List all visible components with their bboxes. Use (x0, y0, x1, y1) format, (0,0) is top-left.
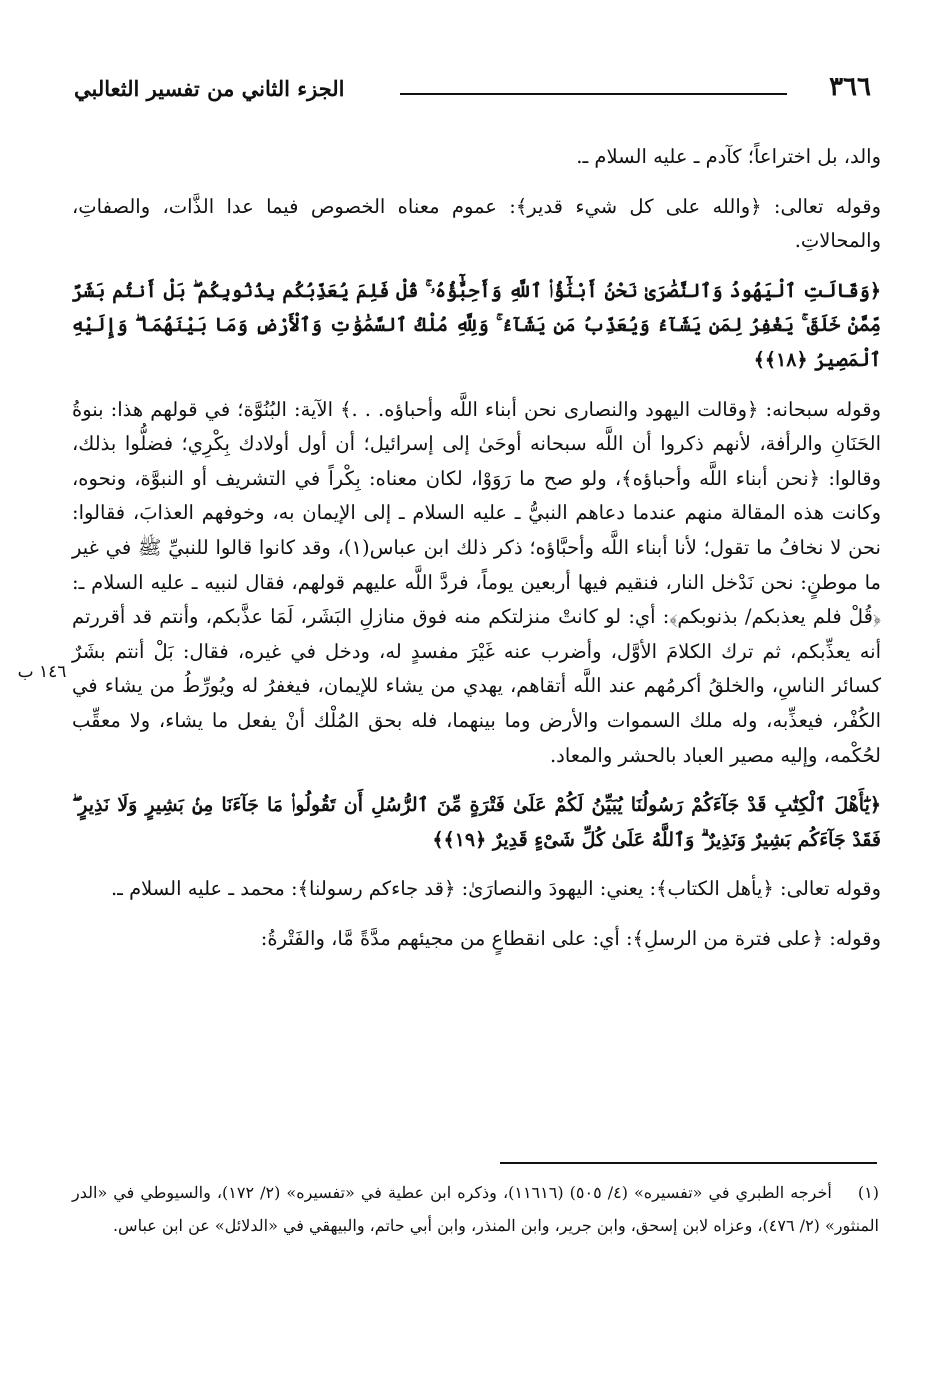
main-text (72, 140, 881, 971)
footnote (72, 1176, 879, 1242)
paragraph-commentary: وقوله سبحانه: ﴿وقالت اليهود والنصارى نحن أبناء اللَّه وأحباؤه. . .﴾ الآية: البُنُوَّة؛ في قولهم هذا: بنوةُ الحَنَانِ والرأفة، لأنهم ذكروا أن اللَّه سبحانه أوحَىٰ إلى إسرائيل؛ أن أول أولادك بِكْرِي؛ فضلُّوا بذلك، وقالوا: ﴿نحن أبناء اللَّه وأحباؤه﴾، ولو صح ما رَوَوْا، لكان معناه: بِكْراً في التشريف أو النبوَّة، ونحوه، وكانت هذه المقالة منهم عندما دعاهم النبيُّ ـ عليه السلام ـ إلى الإيمان به، وخوفهم العذابَ، فقالوا: نحن لا نخافُ ما تقول؛ لأنا أبناء اللَّه وأحبَّاؤه؛ ذكر ذلك ابن عباس(١)، وقد كانوا قالوا للنبيِّ ﷺ في غير ما موطنٍ: نحن نَدْخل النار، فنقيم فيها أربعين يوماً، فردَّ اللَّه عليهم قولهم، فقال لنبيه ـ عليه السلام ـ: ﴿قُلْ فلم يعذبكم/ بذنوبكم﴾: أي: لو كانتْ منزلتكم منه فوق منازلِ البَشَر، لَمَا عذَّبكم، وأنتم قد أقررتم أنه يعذِّبكم، ثم ترك الكلامَ الأوَّل، وأضرب عنه غَيْرَ مفسدٍ له، ودخل في غيره، فقال: بَلْ أنتم بشَرٌ كسائر الناسِ، والخلقُ أكرمُهم عند اللَّه أتقاهم، يهدي من يشاء للإيمان، فيغفرُ له ويُورِّطُ من يشاء في الكُفْر، فيعذِّبه، وله ملك السموات والأرض وما بينهما، فله بحق المُلْك أنْ يفعل ما يشاء، ولا معقِّب لحُكْمه، وإليه مصير العباد بالحشر والمعاد. (72, 397, 881, 767)
quran-verse-19: ﴿يَٰٓأَهْلَ ٱلْكِتَٰبِ قَدْ جَآءَكُمْ رَسُولُنَا يُبَيِّنُ لَكُمْ عَلَىٰ فَتْرَةٍ مِّنَ ٱلرُّسُلِ أَن تَقُولُوا۟ مَا جَآءَنَا مِنۢ بَشِيرٍ وَلَا نَذِيرٍ ۖ فَقَدْ جَآءَكُم بَشِيرٌ وَنَذِيرٌ ۗ وَٱللَّهُ عَلَىٰ كُلِّ شَىْءٍ قَدِيرٌ ﴿١٩﴾﴾ (72, 794, 881, 851)
page-header (70, 62, 879, 112)
running-title: الجزء الثاني من تفسير الثعالبي (74, 76, 345, 101)
footnote-rule (500, 1162, 877, 1164)
page-number: ٣٦٦ (829, 72, 871, 102)
footnote-number: (١) (857, 1183, 880, 1202)
paragraph-2: وقوله تعالى: ﴿والله على كل شيء قدير﴾: عموم معناه الخصوص فيما عدا الذَّات، والصفاتِ، والمحالاتِ. (72, 194, 881, 253)
paragraph-1: والد، بل اختراعاً؛ كآدم ـ عليه السلام ـ. (576, 145, 881, 168)
quran-verse-18: ﴿وَقَالَتِ ٱلْيَهُودُ وَٱلنَّصَٰرَىٰ نَحْنُ أَبْنَٰٓؤُا۟ ٱللَّهِ وَأَحِبَّٰٓؤُهُۥ ۚ قُلْ فَلِمَ يُعَذِّبُكُم بِذُنُوبِكُم ۖ بَلْ أَنتُم بَشَرٌ مِّمَّنْ خَلَقَ ۚ يَغْفِرُ لِمَن يَشَآءُ وَيُعَذِّبُ مَن يَشَآءُ ۚ وَلِلَّهِ مُلْكُ ٱلسَّمَٰوَٰتِ وَٱلْأَرْضِ وَمَا بَيْنَهُمَا ۖ وَإِلَيْهِ ٱلْمَصِيرُ ﴿١٨﴾﴾ (72, 279, 881, 371)
paragraph-3: وقوله تعالى: ﴿يأهل الكتاب﴾: يعني: اليهودَ والنصارَىٰ: ﴿قد جاءكم رسولنا﴾: محمد ـ عليه السلام ـ. (110, 877, 881, 901)
manuscript-folio-marker: ١٤٦ ب (17, 662, 67, 682)
footnote-text: أخرجه الطبري في «تفسيره» (٤/ ٥٠٥) (١١٦١٦)، وذكره ابن عطية في «تفسيره» (٢/ ١٧٢)، والسيوطي في «الدر المنثور» (٢/ ٤٧٦)، وعزاه لابن إسحق، وابن جرير، وابن المنذر، وابن أبي حاتم، والبيهقي في «الدلائل» عن ابن عباس. (72, 1183, 879, 1235)
header-rule (400, 93, 787, 95)
paragraph-4: وقوله: ﴿على فترة من الرسلِ﴾: أي: على انقطاعٍ من مجيئهم مدَّةً مَّا، والفَتْرةُ: (260, 926, 881, 950)
